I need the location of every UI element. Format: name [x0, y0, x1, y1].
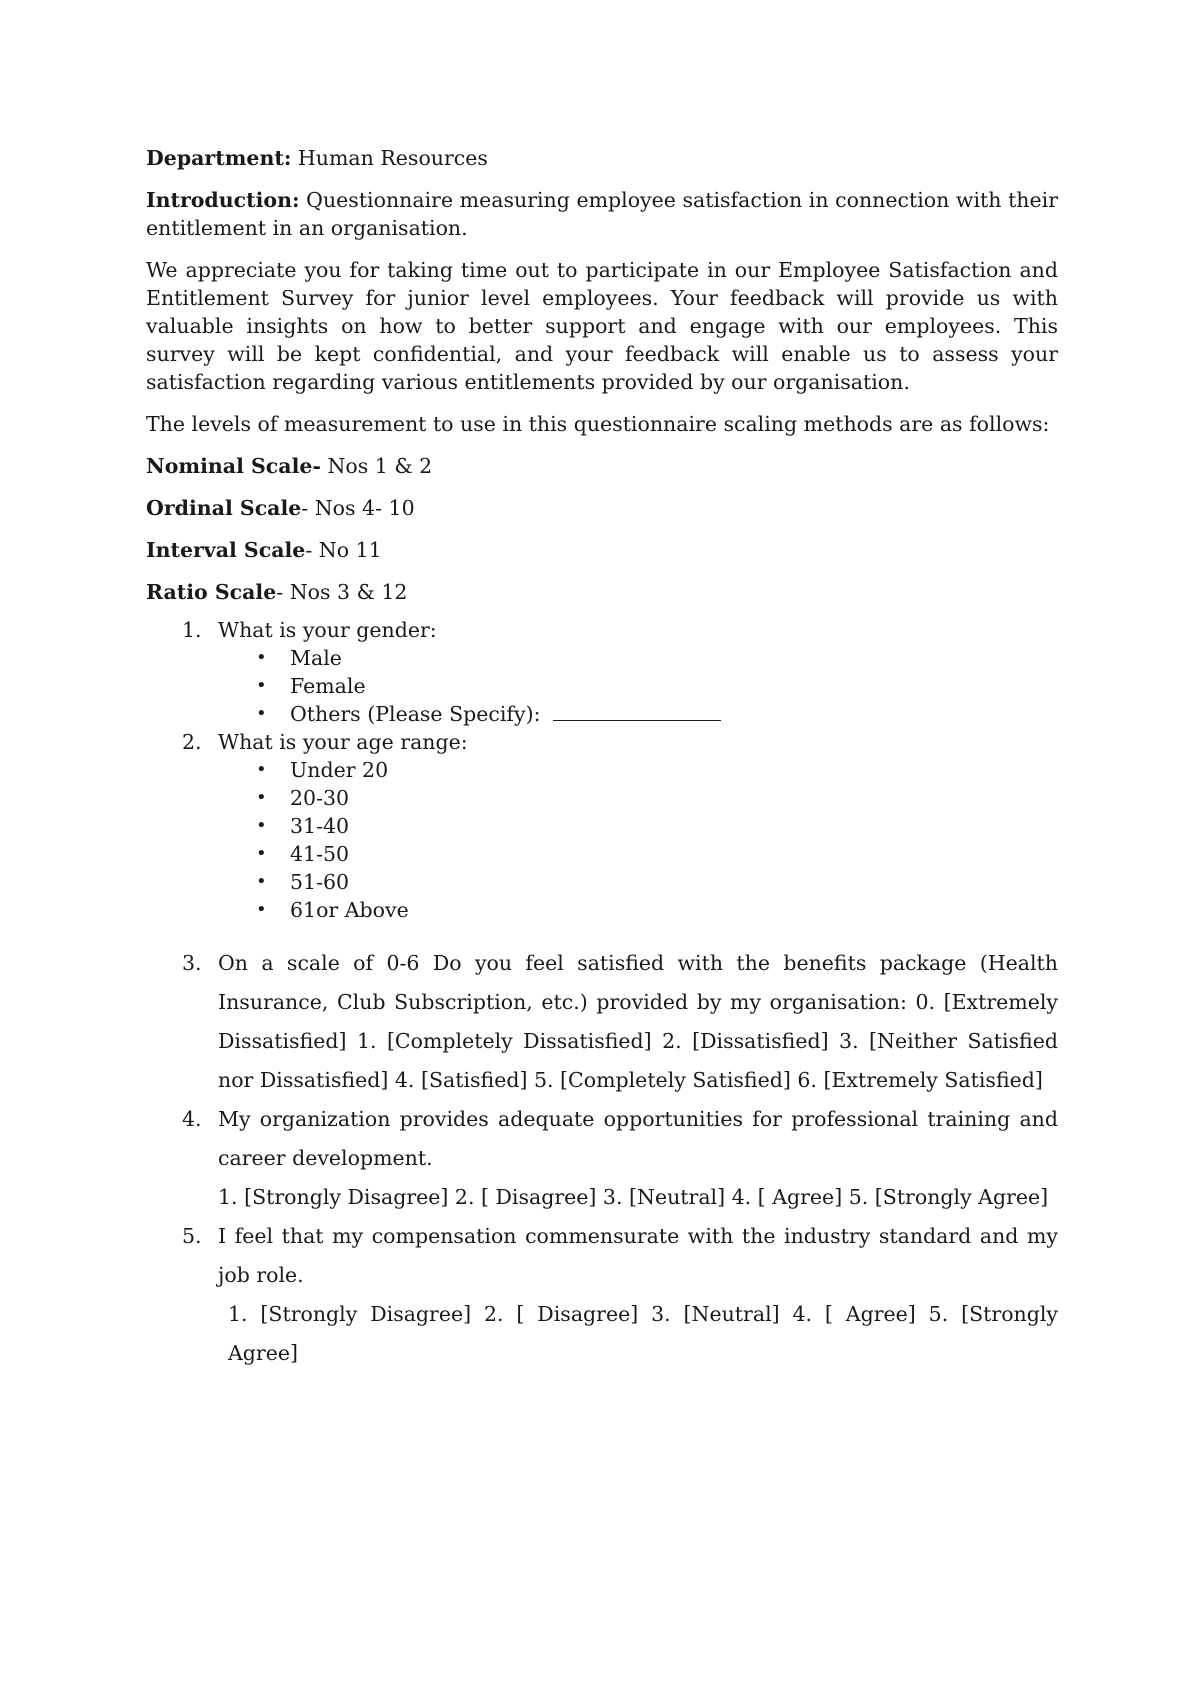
- question-3: [146, 944, 1058, 1100]
- question-2: [146, 728, 1058, 924]
- option-label: 31-40: [290, 814, 350, 838]
- question-3-number: 3.: [182, 951, 202, 975]
- question-1-options: [218, 644, 1058, 728]
- question-4-number: 4.: [182, 1107, 202, 1131]
- question-4-text: My organization provides adequate opportunities for professional training and career development.: [218, 1107, 1058, 1170]
- question-5: [146, 1217, 1058, 1373]
- bullet-icon: •: [256, 647, 267, 668]
- option-label: Under 20: [290, 758, 389, 782]
- appreciation-paragraph: We appreciate you for taking time out to participate in our Employee Satisfaction and Entitlement Survey for junior level employees. Your feedback will provide us with valuable insights on how to better support and engage with our employees. This survey will be kept confidential, and your feedback will enable us to assess your satisfaction regarding various entitlements provided by our organisation.: [146, 258, 1058, 394]
- option-male[interactable]: [218, 644, 1058, 672]
- option-under-20[interactable]: [218, 756, 1058, 784]
- option-label: Female: [290, 674, 366, 698]
- scale-nominal-label: Nominal Scale-: [146, 454, 321, 478]
- question-2-options: [218, 756, 1058, 924]
- option-61-or-above[interactable]: [218, 896, 1058, 924]
- scale-ordinal-label: Ordinal Scale: [146, 496, 302, 520]
- option-label: Others (Please Specify):: [290, 702, 541, 726]
- question-2-number: 2.: [182, 730, 202, 754]
- question-5-number: 5.: [182, 1224, 202, 1248]
- option-label: 61or Above: [290, 898, 409, 922]
- scale-nominal: [146, 452, 1058, 480]
- introduction-text: Questionnaire measuring employee satisfaction in connection with their entitlement in an organisation.: [146, 188, 1058, 240]
- question-2-text: What is your age range:: [218, 730, 468, 754]
- question-1-number: 1.: [182, 618, 202, 642]
- option-51-60[interactable]: [218, 868, 1058, 896]
- option-20-30[interactable]: [218, 784, 1058, 812]
- others-specify-blank[interactable]: [553, 702, 721, 721]
- question-4: [146, 1100, 1058, 1217]
- question-5-scale: 1. [Strongly Disagree] 2. [ Disagree] 3. [Neutral] 4. [ Agree] 5. [Strongly Agree]: [228, 1302, 1058, 1365]
- scale-ratio: [146, 578, 1058, 606]
- option-label: Male: [290, 646, 342, 670]
- department-line: [146, 144, 1058, 172]
- scale-ratio-value: - Nos 3 & 12: [276, 580, 408, 604]
- question-5-text: I feel that my compensation commensurate with the industry standard and my job role.: [218, 1224, 1058, 1287]
- question-3-text: On a scale of 0-6 Do you feel satisfied with the benefits package (Health Insurance, Club Subscription, etc.) provided by my organisation: 0. [Extremely Dissatisfied] 1. [Completely Dissatisfied] 2. [Dissatisfied] 3. [Neither Satisfied nor Dissatisfied] 4. [Satisfied] 5. [Completely Satisfied] 6. [Extremely Satisfied]: [218, 951, 1058, 1092]
- scale-nominal-value: Nos 1 & 2: [320, 454, 433, 478]
- bullet-icon: •: [256, 703, 267, 724]
- option-label: 51-60: [290, 870, 350, 894]
- option-31-40[interactable]: [218, 812, 1058, 840]
- bullet-icon: •: [256, 759, 267, 780]
- scale-ordinal-value: - Nos 4- 10: [301, 496, 415, 520]
- questions-list: [146, 616, 1058, 1373]
- bullet-icon: •: [256, 899, 267, 920]
- department-label: Department:: [146, 146, 292, 170]
- question-1-text: What is your gender:: [218, 618, 437, 642]
- bullet-icon: •: [256, 675, 267, 696]
- option-label: 41-50: [290, 842, 350, 866]
- scale-interval: [146, 536, 1058, 564]
- document-page: [146, 144, 1058, 1373]
- scale-ratio-label: Ratio Scale: [146, 580, 277, 604]
- levels-intro-paragraph: The levels of measurement to use in this questionnaire scaling methods are as follows:: [146, 412, 1050, 436]
- department-value: Human Resources: [291, 146, 488, 170]
- question-4-scale: 1. [Strongly Disagree] 2. [ Disagree] 3. [Neutral] 4. [ Agree] 5. [Strongly Agree]: [218, 1185, 1049, 1209]
- scale-ordinal: [146, 494, 1058, 522]
- scale-interval-value: - No 11: [305, 538, 382, 562]
- scale-interval-label: Interval Scale: [146, 538, 306, 562]
- introduction-paragraph: [146, 186, 1058, 242]
- option-41-50[interactable]: [218, 840, 1058, 868]
- bullet-icon: •: [256, 815, 267, 836]
- bullet-icon: •: [256, 787, 267, 808]
- question-1: [146, 616, 1058, 728]
- introduction-label: Introduction:: [146, 188, 300, 212]
- option-others[interactable]: [218, 700, 1058, 728]
- bullet-icon: •: [256, 871, 267, 892]
- option-label: 20-30: [290, 786, 350, 810]
- bullet-icon: •: [256, 843, 267, 864]
- option-female[interactable]: [218, 672, 1058, 700]
